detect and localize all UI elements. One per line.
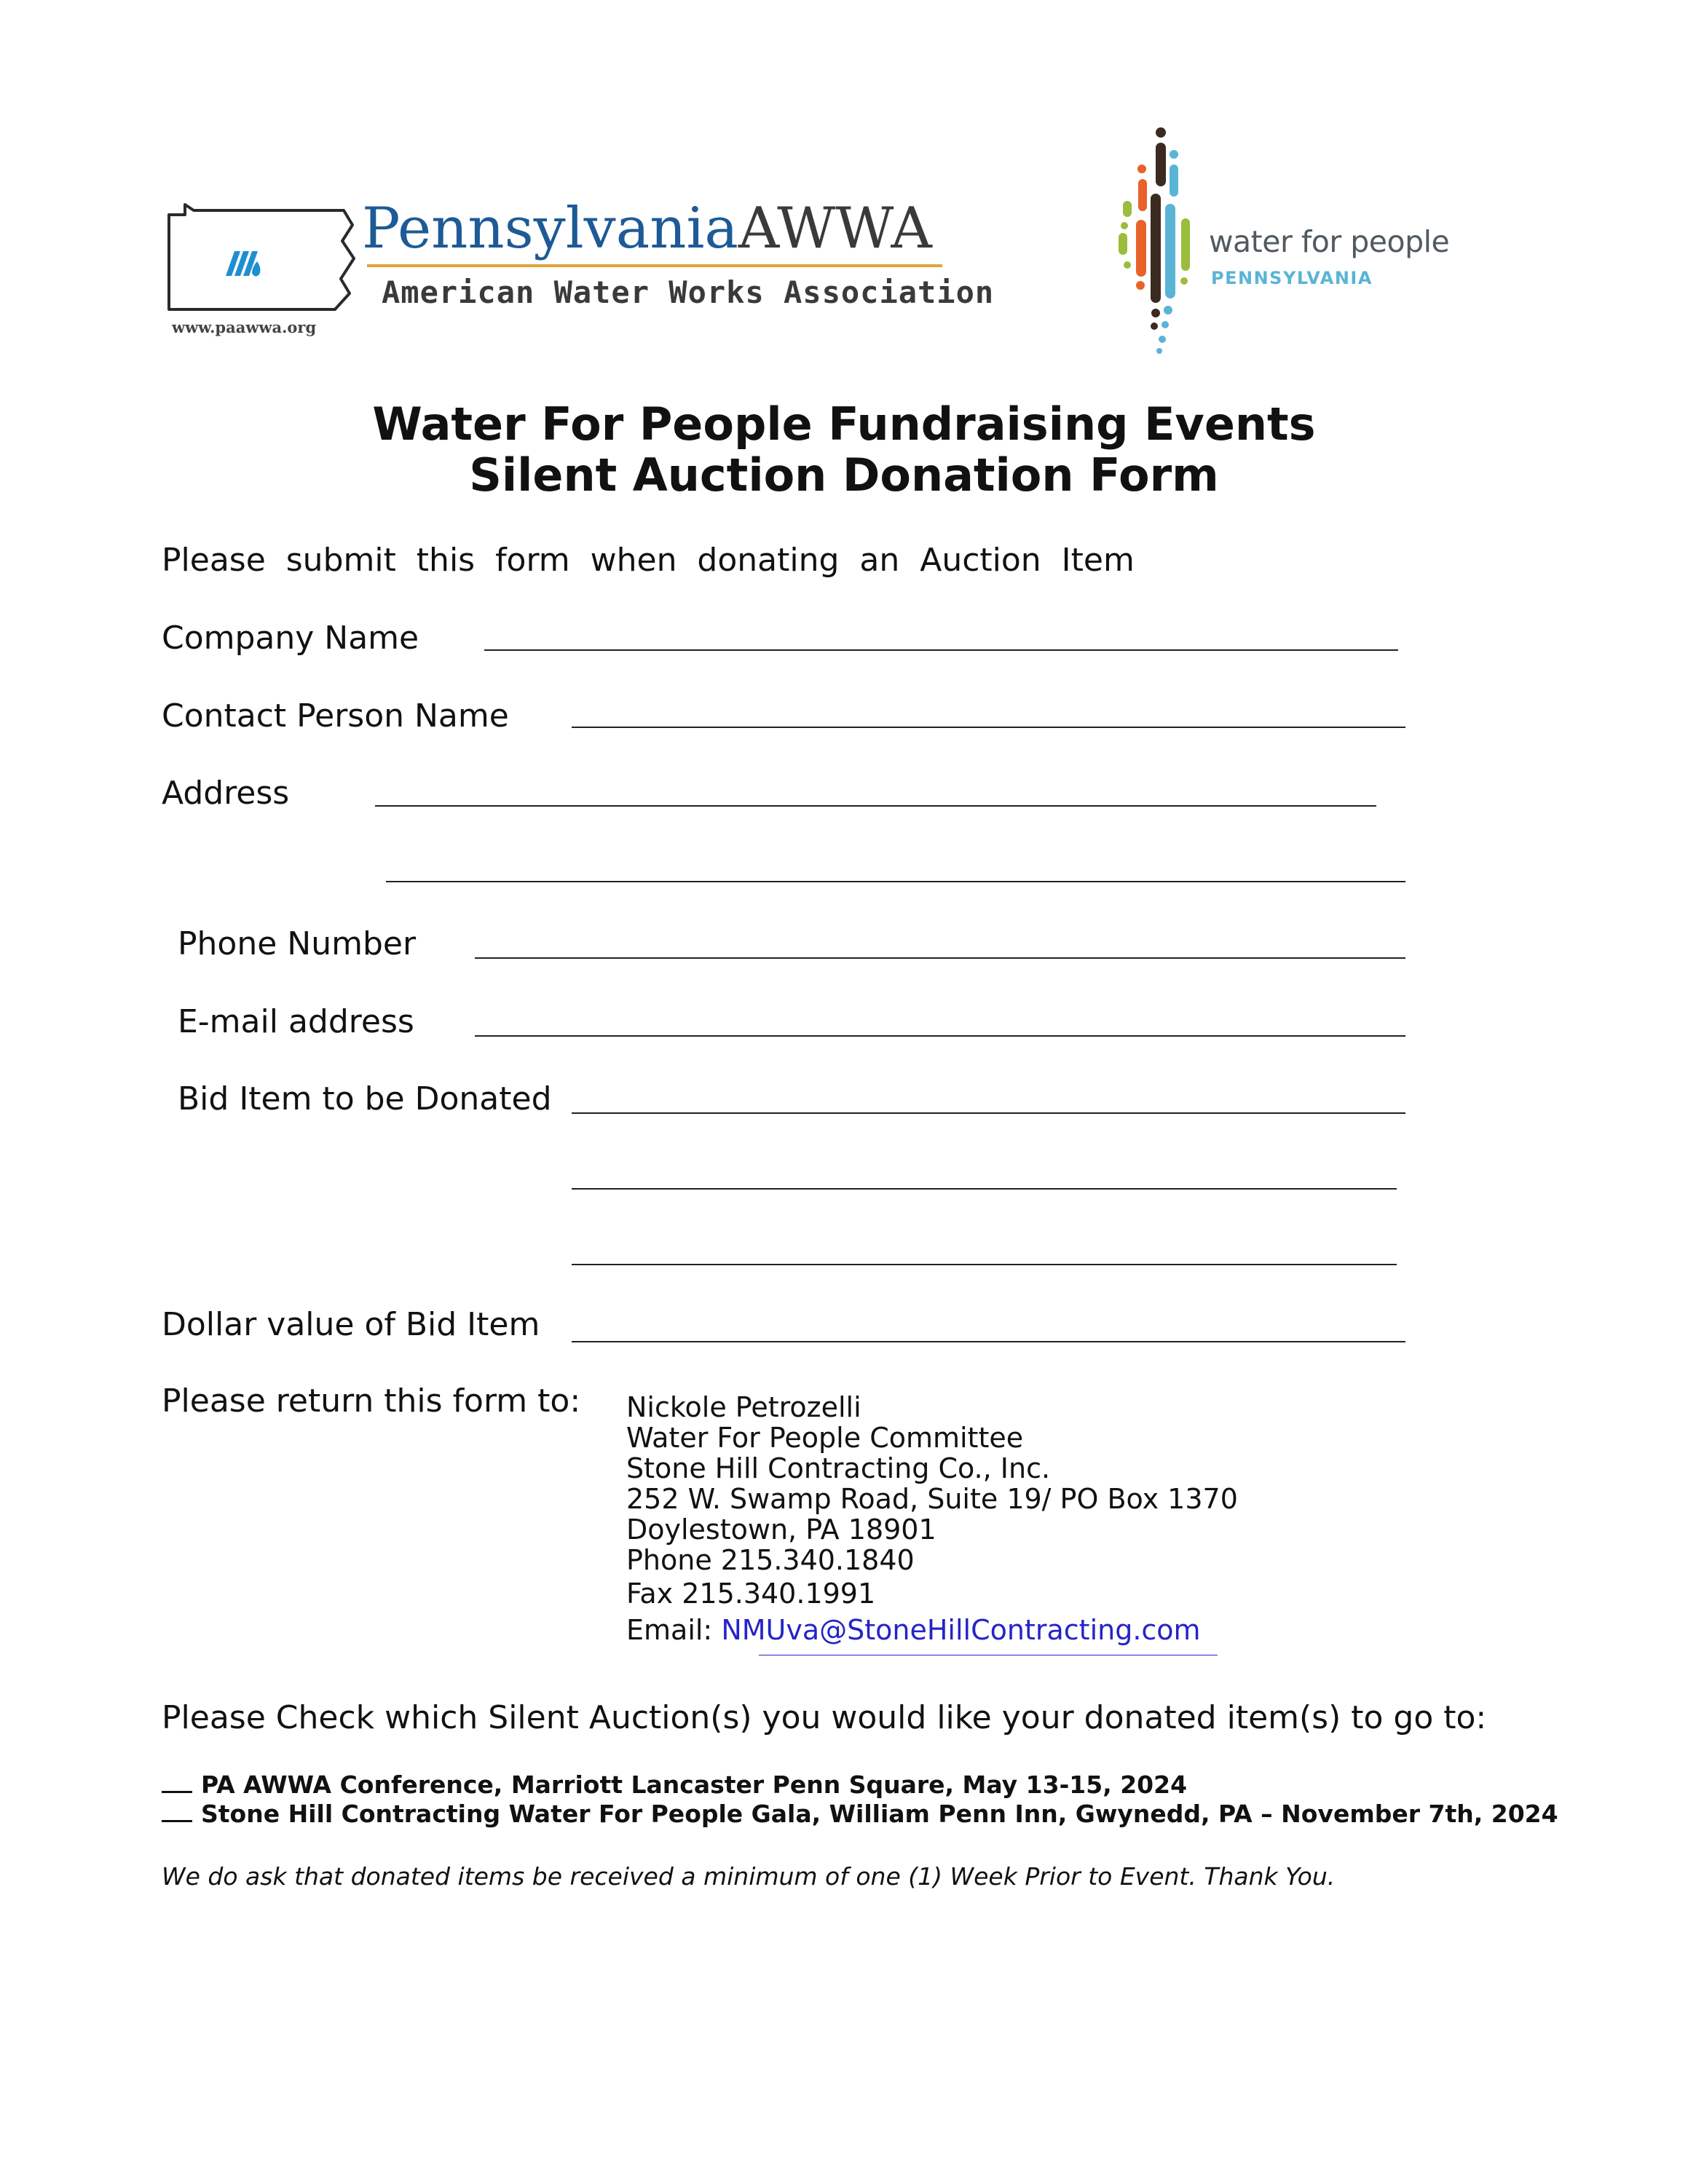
dollar-value-label: Dollar value of Bid Item: [162, 1306, 540, 1343]
pennsylvania-map-icon: [162, 200, 360, 324]
dollar-value-field[interactable]: [572, 1341, 1405, 1342]
return-street: 252 W. Swamp Road, Suite 19/ PO Box 1370: [626, 1483, 1238, 1515]
return-email-row: [626, 1615, 1238, 1645]
contact-person-field[interactable]: [572, 727, 1405, 728]
return-fax: Fax 215.340.1991: [626, 1578, 876, 1610]
bid-item-field-line1[interactable]: [572, 1112, 1405, 1114]
awwa-rule: [367, 264, 942, 267]
return-name: Nickole Petrozelli: [626, 1391, 861, 1423]
water-for-people-mark-icon: [1114, 125, 1202, 358]
awwa-subtitle: American Water Works Association: [382, 274, 995, 310]
water-for-people-logo: [1114, 125, 1493, 358]
return-committee: Water For People Committee: [626, 1422, 1024, 1454]
contact-person-label: Contact Person Name: [162, 697, 509, 735]
auction-option-2-label: Stone Hill Contracting Water For People Gala, William Penn Inn, Gwynedd, PA – November 7th, 2024: [201, 1800, 1558, 1828]
wfp-name: water for people: [1209, 224, 1450, 259]
auction-option-2[interactable]: [162, 1800, 1558, 1828]
wfp-state: PENNSYLVANIA: [1211, 268, 1373, 288]
company-name-label: Company Name: [162, 620, 419, 657]
address-field-line2[interactable]: [386, 881, 1405, 882]
footer-note: We do ask that donated items be received a minimum of one (1) Week Prior to Event. Thank You.: [162, 1862, 1336, 1891]
auction-prompt: Please Check which Silent Auction(s) you would like your donated item(s) to go to:: [162, 1699, 1487, 1736]
pa-awwa-logo: [162, 193, 995, 339]
email-label: E-mail address: [178, 1003, 414, 1040]
awwa-url: www.paawwa.org: [172, 318, 317, 336]
email-field[interactable]: [475, 1035, 1405, 1037]
return-company: Stone Hill Contracting Co., Inc.: [626, 1452, 1051, 1484]
bid-item-label: Bid Item to be Donated: [178, 1080, 552, 1117]
page-title-line1: Water For People Fundraising Events: [372, 397, 1316, 451]
auction-option-2-checkbox[interactable]: [162, 1820, 192, 1822]
auction-option-1-label: PA AWWA Conference, Marriott Lancaster Penn Square, May 13-15, 2024: [201, 1770, 1188, 1799]
auction-option-1[interactable]: [162, 1770, 1187, 1799]
address-label: Address: [162, 775, 290, 812]
auction-option-1-checkbox[interactable]: [162, 1791, 192, 1793]
water-drops-icon: [226, 251, 260, 277]
company-name-field[interactable]: [484, 649, 1398, 651]
page-title-line2: Silent Auction Donation Form: [469, 448, 1219, 502]
return-address: [626, 1392, 1238, 1645]
phone-label: Phone Number: [178, 925, 417, 962]
awwa-title: PennsylvaniaAWWA: [362, 196, 932, 261]
intro-text: Please submit this form when donating an Auction Item: [162, 542, 1135, 579]
return-email-link[interactable]: NMUva@StoneHillContracting.com: [721, 1614, 1201, 1646]
return-city: Doylestown, PA 18901: [626, 1514, 936, 1546]
phone-field[interactable]: [475, 957, 1405, 959]
bid-item-field-line3[interactable]: [572, 1264, 1397, 1265]
return-email-label: Email:: [626, 1614, 713, 1646]
return-phone: Phone 215.340.1840: [626, 1544, 915, 1576]
bid-item-field-line2[interactable]: [572, 1188, 1397, 1190]
return-label: Please return this form to:: [162, 1382, 581, 1420]
address-field-line1[interactable]: [375, 805, 1376, 807]
